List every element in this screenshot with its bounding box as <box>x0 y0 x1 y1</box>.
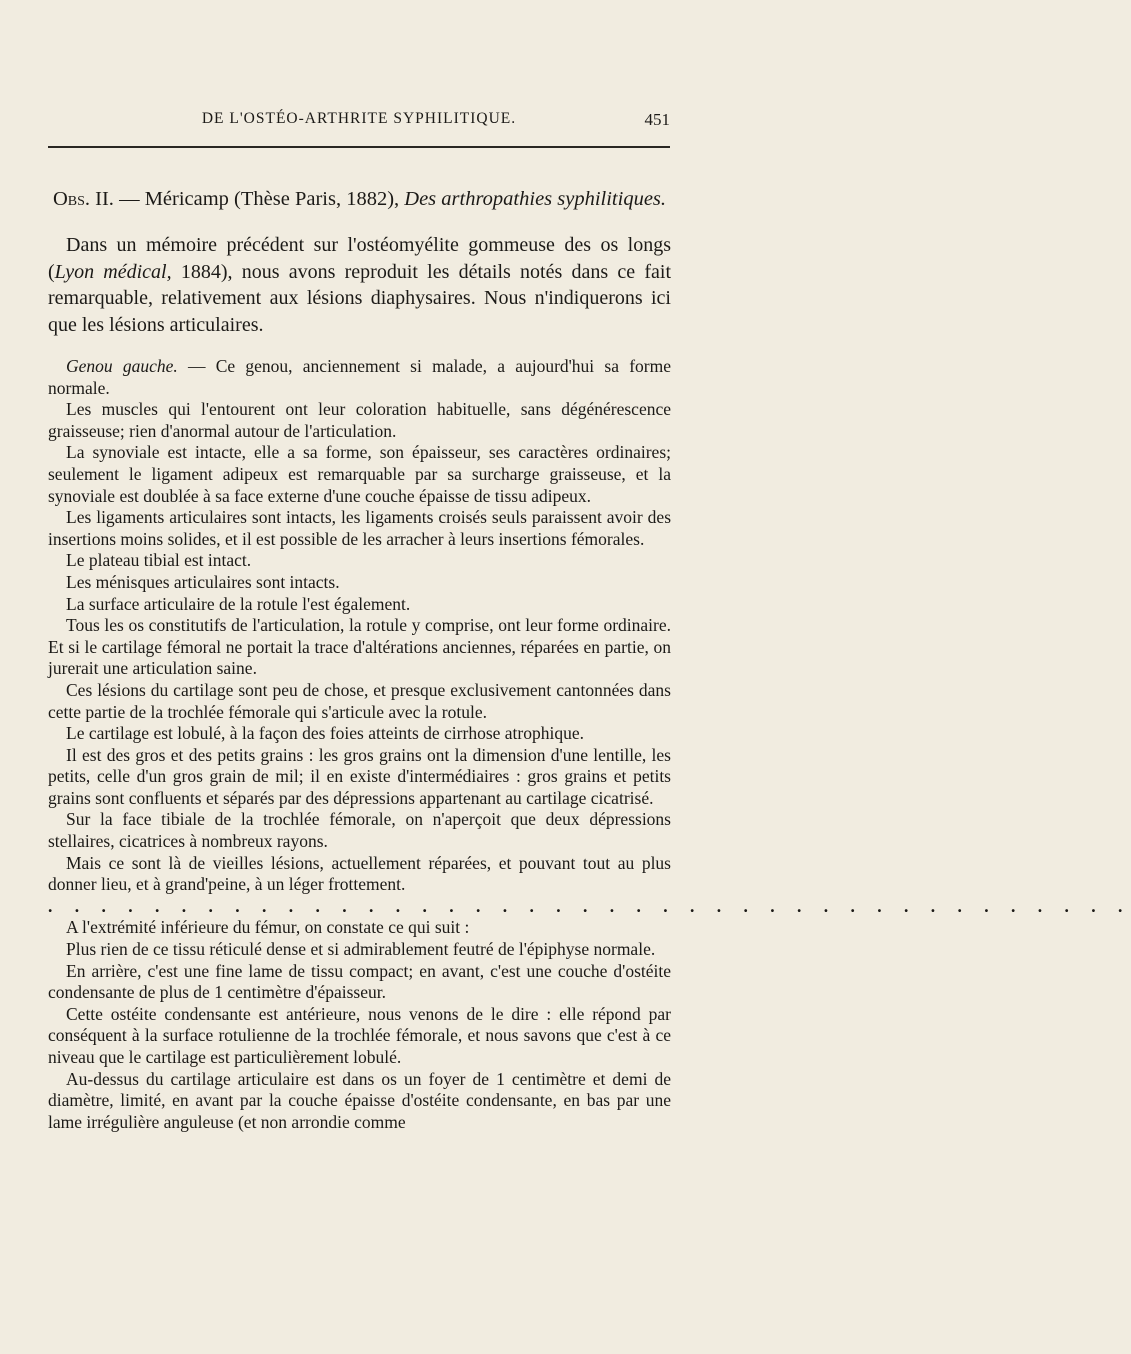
paragraph: La surface articulaire de la rotule l'est également. <box>66 593 411 614</box>
observation-title <box>48 186 671 212</box>
paragraph: A l'extrémité inférieure du fémur, on constate ce qui suit : <box>66 917 470 938</box>
header-rule <box>48 146 670 148</box>
lead-text-1: Dans un mémoire précédent sur l'ostéomyélite gommeuse des os longs ( <box>48 234 671 283</box>
paragraph: Il est des gros et des petits grains : les gros grains ont la dimension d'une lentille, les petits, celle d'un gros grain de mil; il en existe d'intermédiaires : gros grains et petits grains sont confluents et séparés par des dépressions appartenant au cartilage cicatrisé. <box>48 744 671 808</box>
body-text <box>48 186 1131 1133</box>
genou-text: — Ce genou, anciennement si malade, a aujourd'hui sa forme normale. <box>48 356 671 398</box>
paragraph: Tous les os constitutifs de l'articulation, la rotule y comprise, ont leur forme ordinaire. Et si le cartilage fémoral ne portait la trace d'altérations anciennes, réparées en partie, on jurerait une articulation saine. <box>48 615 671 679</box>
paragraph: Les ligaments articulaires sont intacts, les ligaments croisés seuls paraissent avoir des insertions moins solides, et il est possible de les arracher à leurs insertions fémorales. <box>48 507 671 549</box>
paragraph: Sur la face tibiale de la trochlée fémorale, on n'aperçoit que deux dépressions stellaires, cicatrices à nombreux rayons. <box>48 809 671 852</box>
page-header <box>48 110 670 134</box>
paragraph: Ces lésions du cartilage sont peu de chose, et presque exclusivement cantonnées dans cette partie de la trochlée fémorale qui s'articule avec la rotule. <box>48 679 671 722</box>
paragraph: Le plateau tibial est intact. <box>66 550 252 571</box>
paragraph: Mais ce sont là de vieilles lésions, actuellement réparées, et pouvant tout au plus donner lieu, et à grand'peine, à un léger frottement. <box>48 852 671 895</box>
paragraph: Les ménisques articulaires sont intacts. <box>66 571 340 592</box>
page-number: 451 <box>644 110 670 129</box>
genou-label: Genou gauche. <box>66 356 178 376</box>
lead-text-2: 1884), nous avons reproduit les détails notés dans ce fait remarquable, relativement aux lésions diaphysaires. Nous n'indiquerons ici que les lésions articulaires. <box>48 260 672 336</box>
lead-paragraph <box>48 232 671 338</box>
paragraph: Le cartilage est lobulé, à la façon des foies atteints de cirrhose atrophique. <box>66 723 584 744</box>
paragraph: Plus rien de ce tissu réticulé dense et si admirablement feutré de l'épiphyse normale. <box>66 939 656 960</box>
obs-author: — Méricamp (Thèse Paris, 1882), <box>113 188 405 210</box>
paragraph: En arrière, c'est une fine lame de tissu compact; en avant, c'est une couche d'ostéite condensante de plus de 1 centimètre d'épaisseur. <box>48 960 671 1003</box>
lead-journal: Lyon médical, <box>54 260 172 283</box>
obs-work-title: Des arthropathies syphilitiques. <box>404 188 667 210</box>
running-title: DE L'OSTÉO-ARTHRITE SYPHILITIQUE. <box>201 110 517 127</box>
paragraph: La synoviale est intacte, elle a sa forme, son épaisseur, ses caractères ordinaires; seulement le ligament adipeux est remarquable par sa surcharge graisseuse, et la synoviale est doublée à sa face externe d'une couche épaisse de tissu adipeux. <box>48 442 671 506</box>
obs-label: Obs. II. <box>52 188 114 210</box>
paragraph: Cette ostéite condensante est antérieure, nous venons de le dire : elle répond par conséquent à la surface rotulienne de la trochlée fémorale, et nous savons que c'est à ce niveau que le cartilage est particulièrement lobulé. <box>48 1003 671 1067</box>
ellipsis-line: . . . . . . . . . . . . . . . . . . . . . . . . . . . . . . . . . . . . . . . . . <box>48 895 1131 916</box>
paragraph-genou <box>48 356 671 399</box>
paragraph: Au-dessus du cartilage articulaire est dans os un foyer de 1 centimètre et demi de diamètre, limité, en avant par la couche épaisse d'ostéite condensante, en bas par une lame irrégulière anguleuse (et non arrondie comme <box>48 1068 671 1132</box>
paragraph: Les muscles qui l'entourent ont leur coloration habituelle, sans dégénérescence graisseuse; rien d'anormal autour de l'articulation. <box>48 399 671 441</box>
